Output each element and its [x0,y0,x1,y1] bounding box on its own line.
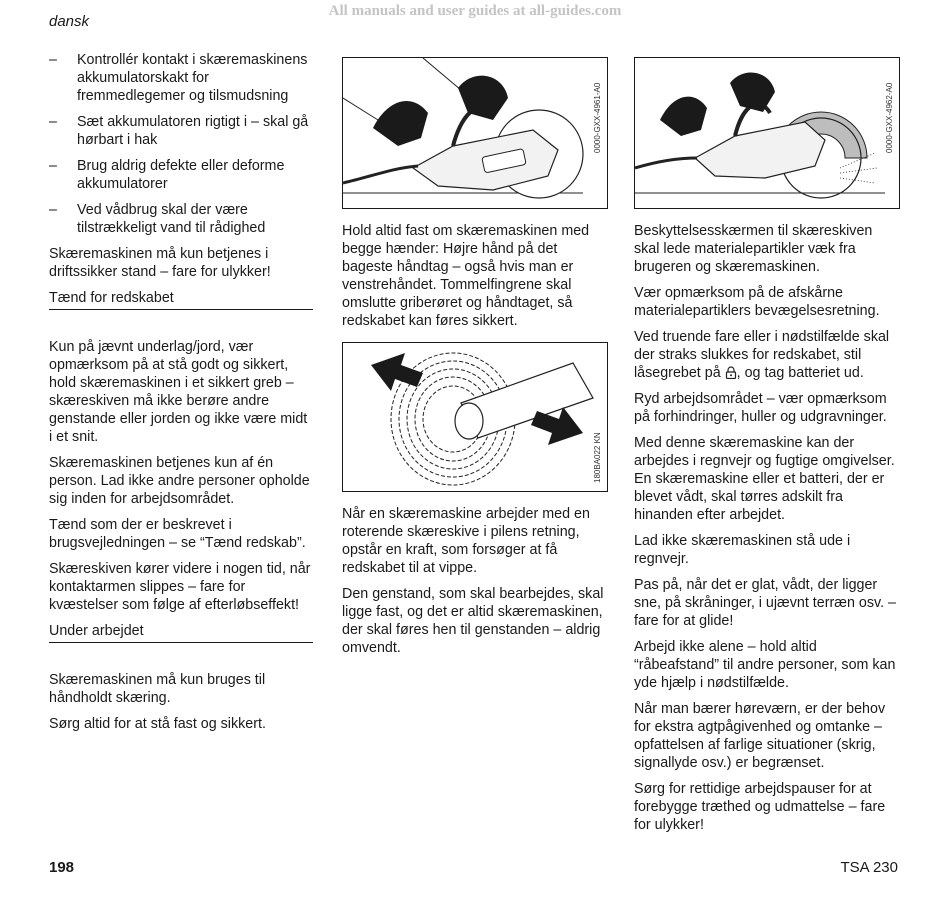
figure-guard-debris [634,57,900,209]
model-name: TSA 230 [840,859,898,876]
text: Sørg for rettidige arbejdspauser for at forebygge træthed og udmattelse – [634,781,872,815]
warning-text: fare for ulykker! [172,264,271,280]
paragraph [49,560,313,614]
figure-kickback-direction [342,342,608,492]
rotating-disc-illustration [343,343,606,490]
paragraph: Når man bærer høreværn, er der behov for ekstra agtpågivenhed og omtanke – opfattelsen af farlige situationer (skrig, signallyde osv.) er begrænset. [634,701,886,771]
paragraph [342,222,608,330]
text: Ved truende fare eller i nødstilfælde skal der straks slukkes for redskabet, stil låsegrebet på [634,329,890,381]
figure-code: 180BA022 KN [593,432,602,483]
list-item: – Kontrollér kontakt i skæremaskinens akkumulatorskakt for fremmedlegemer og tilsmudsning [49,51,313,105]
section-heading: Under arbejdet [49,622,313,643]
paragraph: Tænd som der er beskrevet i brugsvejledningen – se “Tænd redskab”. [49,517,306,551]
section-heading: Tænd for redskabet [49,289,313,310]
paragraph: Når en skæremaskine arbejder med en roterende skæreskive i pilens retning, opstår en kraft, som forsøger at få redskabet til at vippe. [342,506,590,576]
watermark: All manuals and user guides at all-guides.com [328,3,622,19]
paragraph: Med denne skæremaskine kan der arbejdes i regnvejr og fugtige omgivelser. En skæremaskine eller et batteri, der er blevet vådt, skal tørres adskilt fra hinanden efter arbejdet. [634,435,895,523]
bullet-text: Kontrollér kontakt i skæremaskinens akkumulatorskakt for fremmedlegemer og tilsmudsning [77,52,308,104]
column-1 [49,51,313,741]
text: Pas på, når det er glat, vådt, der ligger sne, på skråninger, i ujævnt terræn osv. – [634,577,896,611]
paragraph: Kun på jævnt underlag/jord, vær opmærksom på at stå godt og sikkert, hold skæremaskinen i et sikkert greb – skæreskiven må ikke berøre andre genstande eller jorden og ikke være midt i et snit. [49,339,308,445]
text: Skæreskiven kører videre i nogen tid, når kontaktarmen slippes – [49,561,311,595]
paragraph: Vær opmærksom på de afskårne materialepartiklers bevægelsesretning. [634,285,880,319]
column-2 [342,222,608,338]
paragraph [49,245,313,281]
text: Skæremaskinen må kun betjenes i driftssikker stand – [49,246,269,280]
text: : Højre hånd på det bageste håndtag – også hvis man er venstrehåndet. Tommelfingrene skal omslutte griberøret og håndtaget, så redskabet kan føres sikkert. [342,241,574,329]
list-item: – Brug aldrig defekte eller deforme akkumulatorer [49,157,313,193]
warning-text: fare for ulykker! [634,799,886,833]
warning-text: fare for at glide! [634,613,734,629]
paragraph: Ryd arbejdsområdet – vær opmærksom på forhindringer, huller og udgravninger. [634,391,887,425]
figure-two-hand-grip [342,57,608,209]
padlock-icon [725,366,737,379]
column-3 [634,222,900,842]
paragraph: Beskyttelsesskærmen til skæreskiven skal lede materialepartikler væk fra brugeren og skæremaskinen. [634,223,873,275]
paragraph: Skæremaskinen må kun bruges til håndholdt skæring. [49,672,266,706]
text: , og tag batteriet ud. [736,365,864,381]
bullet-text: Sæt akkumulatoren rigtigt i – skal gå hørbart i hak [77,114,309,148]
figure-code: 0000-GXX-4962-A0 [885,82,894,153]
text: Hold altid fast om skæremaskinen [342,223,562,239]
paragraph [634,576,900,630]
figure-code: 0000-GXX-4961-A0 [593,82,602,153]
paragraph: Arbejd ikke alene – hold altid “råbeafstand” til andre personer, som kan yde hjælp i nødstilfælde. [634,639,896,691]
paragraph: Den genstand, som skal bearbejdes, skal ligge fast, og det er altid skæremaskinen, der skal føres hen til genstanden – aldrig omvendt. [342,586,604,656]
emphasis-text: med begge hænder [342,223,590,257]
list-item: – Ved vådbrug skal der være tilstrækkeligt vand til rådighed [49,201,313,237]
cut-off-saw-illustration [343,58,606,207]
bullet-text: Ved vådbrug skal der være tilstrækkeligt vand til rådighed [77,202,266,236]
paragraph: Lad ikke skæremaskinen stå ude i regnvejr. [634,533,851,567]
paragraph [634,780,900,834]
bullet-text: Brug aldrig defekte eller deforme akkumulatorer [77,158,285,192]
column-2-lower [342,505,608,665]
cutting-with-water-illustration [635,58,898,207]
page-number: 198 [49,859,75,876]
paragraph: Sørg altid for at stå fast og sikkert. [49,716,266,732]
warning-text: fare for kvæstelser som følge af efterløbseffekt! [49,579,300,613]
list-item: – Sæt akkumulatoren rigtigt i – skal gå hørbart i hak [49,113,313,149]
language-label: dansk [49,13,90,30]
paragraph [634,328,900,382]
paragraph: Skæremaskinen betjenes kun af én person. Lad ikke andre personer opholde sig inden for arbejdsområdet. [49,455,310,507]
